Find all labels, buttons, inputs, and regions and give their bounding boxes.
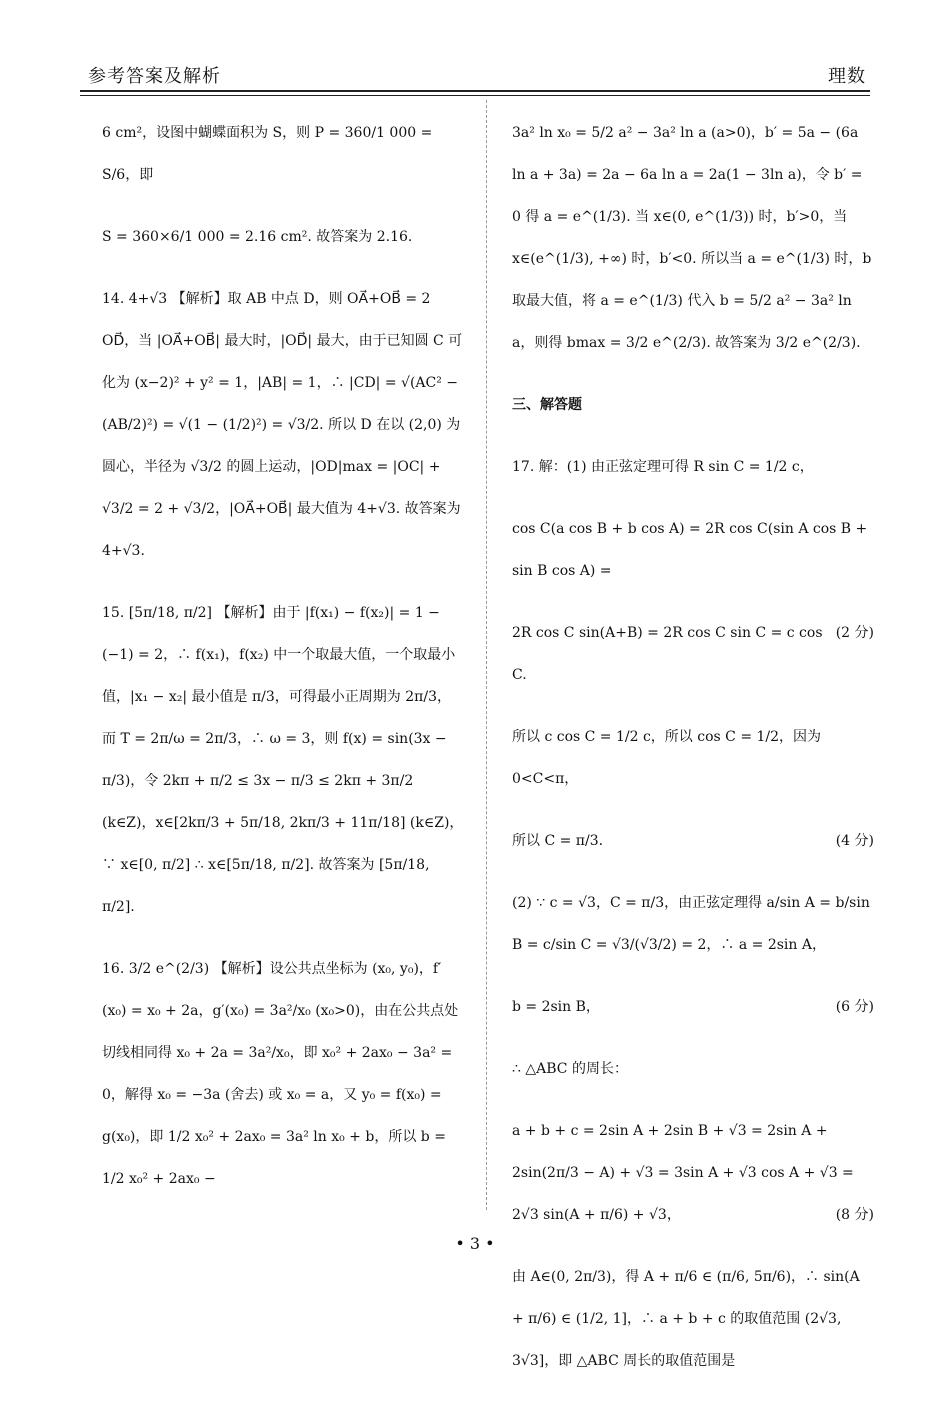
header-title: 参考答案及解析 bbox=[88, 66, 221, 87]
answer-17-line: cos C(a cos B + b cos A) = 2R cos C(sin A cos B + sin B cos A) = bbox=[512, 521, 868, 579]
answer-16-cont: 3a² ln x₀ = 5/2 a² − 3a² ln a (a>0)，b′ = 5a − (6a ln a + 3a) = 2a − 6a ln a = 2a(1 − 3ln a)，令 b′ = 0 得 a = e^(1/3). 当 x∈(0, e^(1/3)) 时，b′>0，当 x∈(e^(1/3), +∞) 时，b′<0. 所以当 a = e^(1/3) 时，b 取最大值，将 a = e^(1/3) 代入 b = 5/2 a² − 3a² ln a，则得 bmax = 3/2 e^(2/3). 故答案为 3/2 e^(2/3). bbox=[512, 125, 872, 351]
score-mark: (2 分) bbox=[835, 625, 874, 641]
section-heading: 三、解答题 bbox=[512, 397, 582, 413]
answer-17-line: (2 分) 2R cos C sin(A+B) = 2R cos C sin C = c cos C. bbox=[512, 612, 874, 696]
column-divider bbox=[486, 100, 487, 1210]
score-mark: (4 分) bbox=[835, 833, 874, 849]
page-number: • 3 • bbox=[455, 1234, 495, 1253]
score-mark: (6 分) bbox=[835, 999, 874, 1015]
answer-15: 15. [5π/18, π/2] 【解析】由于 |f(x₁) − f(x₂)| = 1 − (−1) = 2，∴ f(x₁)，f(x₂) 中一个取最大值，一个取最小值，|x₁ − x₂| 最小值是 π/3，可得最小正周期为 2π/3，而 T = 2π/ω = 2π/3，∴ ω = 3，则 f(x) = sin(3x − π/3)，令 2kπ + π/2 ≤ 3x − π/3 ≤ 2kπ + 3π/2 (k∈Z)，x∈[2kπ/3 + 5π/18, 2kπ/3 + 11π/18] (k∈Z)，∵ x∈[0, π/2] ∴ x∈[5π/18, π/2]. 故答案为 [5π/18, π/2]. bbox=[102, 605, 464, 915]
answer-17-line: a + b + c = 2sin A + 2sin B + √3 = 2sin A + 2sin(2π/3 − A) + √3 = 3sin A + √3 cos A + √3 = 2√3 sin(A + π/6) + √3， (8 分) bbox=[512, 1110, 874, 1236]
answer-17-line: ∴ △ABC 的周长： bbox=[512, 1061, 628, 1077]
right-column bbox=[512, 112, 874, 1402]
answer-paragraph: 6 cm²，设图中蝴蝶面积为 S，则 P = 360/1 000 = S/6，即 bbox=[102, 125, 433, 183]
answer-17-line: (4 分) 所以 C = π/3. bbox=[512, 820, 874, 862]
answer-14: 14. 4+√3 【解析】取 AB 中点 D，则 OA⃗+OB⃗ = 2 OD⃗，当 |OA⃗+OB⃗| 最大时，|OD⃗| 最大，由于已知圆 C 可化为 (x−2)² + y² = 1，|AB| = 1，∴ |CD| = √(AC² − (AB/2)²) = √(1 − (1/2)²) = √3/2. 所以 D 在以 (2,0) 为圆心，半径为 √3/2 的圆上运动，|OD|max = |OC| + √3/2 = 2 + √3/2，|OA⃗+OB⃗| 最大值为 4+√3. 故答案为 4+√3. bbox=[102, 291, 463, 559]
answer-16: 16. 3/2 e^(2/3) 【解析】设公共点坐标为 (x₀, y₀)，f′(x₀) = x₀ + 2a，g′(x₀) = 3a²/x₀ (x₀>0)，由在公共点处切线相同得 x₀ + 2a = 3a²/x₀，即 x₀² + 2ax₀ − 3a² = 0，解得 x₀ = −3a (舍去) 或 x₀ = a，又 y₀ = f(x₀) = g(x₀)，即 1/2 x₀² + 2ax₀ = 3a² ln x₀ + b，所以 b = 1/2 x₀² + 2ax₀ − bbox=[102, 961, 459, 1187]
answer-17-line: (2) ∵ c = √3，C = π/3，由正弦定理得 a/sin A = b/sin B = c/sin C = √3/(√3/2) = 2，∴ a = 2sin A， bbox=[512, 895, 870, 953]
answer-17-line: 所以 c cos C = 1/2 c，所以 cos C = 1/2，因为 0<C<π， bbox=[512, 729, 822, 787]
left-column bbox=[102, 112, 464, 1220]
header-rule-thin bbox=[80, 95, 870, 96]
answer-paragraph: S = 360×6/1 000 = 2.16 cm². 故答案为 2.16. bbox=[102, 229, 413, 245]
answer-17-line: (6 分) b = 2sin B， bbox=[512, 986, 874, 1028]
answer-17-line: 由 A∈(0, 2π/3)，得 A + π/6 ∈ (π/6, 5π/6)，∴ sin(A + π/6) ∈ (1/2, 1]，∴ a + b + c 的取值范围 (2√3, 3√3]，即 △ABC 周长的取值范围是 bbox=[512, 1269, 860, 1369]
answer-17-line: 17. 解：(1) 由正弦定理可得 R sin C = 1/2 c， bbox=[512, 459, 814, 475]
subject-label: 理数 bbox=[828, 66, 866, 87]
score-mark: (8 分) bbox=[835, 1207, 874, 1223]
header-rule bbox=[80, 90, 870, 92]
